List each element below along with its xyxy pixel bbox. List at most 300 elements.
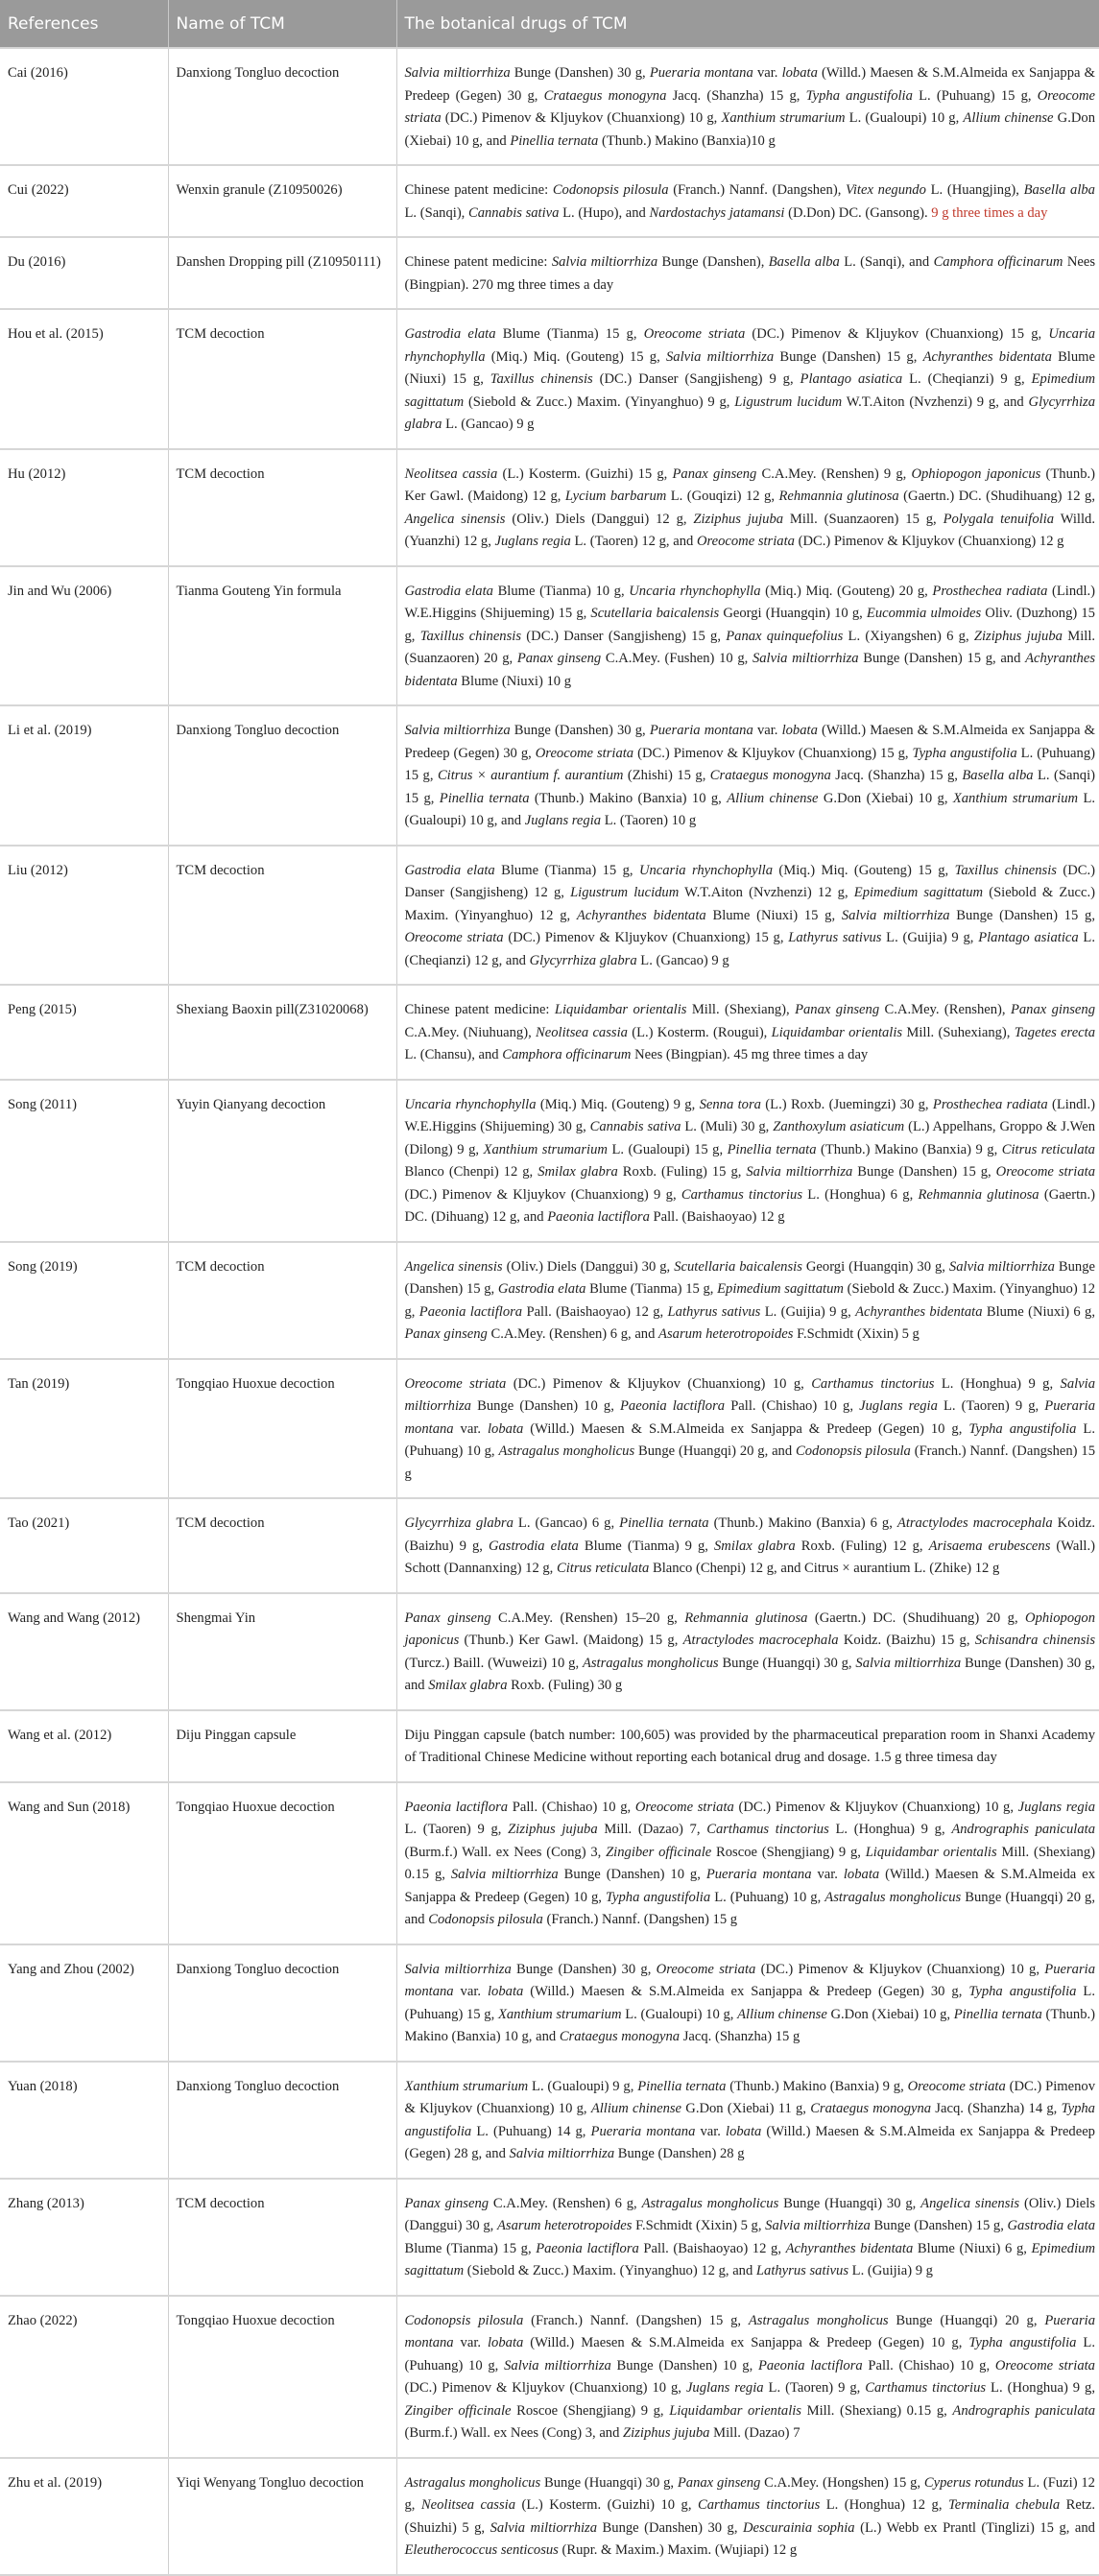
species-name: Liquidambar orientalis [669, 2402, 801, 2419]
drug-text: Diju Pinggan capsule (batch number: 100,605) was provided by the pharmaceutical preparation room in Shanxi Academy of Traditional Chinese Medicine without reporting each botanical drug and dosage. 1.5 g three timesa day [404, 1727, 1095, 1765]
reference-cell: Zhu et al. (2019) [0, 2458, 168, 2575]
species-name: Eucommia ulmoides [866, 606, 982, 621]
drug-text: var. [453, 1984, 488, 1999]
drug-text: L. (Gualoupi) 9 g, [528, 2078, 638, 2094]
drug-text: Bunge (Danshen) 28 g [614, 2146, 745, 2161]
drug-text: (L.) Appelhans, Groppo & J.Wen (Dilong) 9 g, [404, 1119, 1095, 1157]
drug-text: (DC.) Pimenov & Kljuykov (Chuanxiong) 10 g, [506, 1375, 812, 1392]
drug-text: L. (Cheqianzi) 9 g, [902, 371, 1032, 387]
species-name: Zanthoxylum asiaticum [773, 1119, 905, 1134]
drug-text: Roscoe (Shengjiang) 9 g, [511, 2402, 670, 2419]
species-name: Pinellia ternata [619, 1515, 709, 1531]
species-name: Ligustrum lucidum [734, 394, 843, 410]
highlighted-dosage: 9 g three times a day [931, 204, 1048, 221]
species-name: Paeonia lactiflora [418, 1303, 523, 1320]
species-name: Polygala tenuifolia [943, 511, 1055, 527]
table-row [0, 1498, 1099, 1593]
species-name: lobata [781, 65, 818, 81]
table-row [0, 2458, 1099, 2575]
drug-text: (Burm.f.) Wall. ex Nees (Cong) 3, and [404, 2425, 624, 2441]
drug-text: L. (Taoren) 12 g, and [570, 534, 697, 549]
drug-text: (Oliv.) Diels (Danggui) 30 g, [404, 2195, 1096, 2233]
species-name: Neolitsea cassia [536, 1024, 628, 1040]
species-name: Typha angustifolia [805, 87, 913, 104]
drug-text: (Miq.) Miq. (Gouteng) 15 g, [485, 348, 666, 365]
drug-text: F.Schmidt (Xixin) 5 g [793, 1326, 920, 1342]
species-name: Ziziphus jujuba [693, 511, 784, 527]
drug-text: Mill. (Suanzaoren) 15 g, [783, 511, 944, 527]
drug-text: L. (Muli) 30 g, [681, 1119, 774, 1134]
drug-text: (Oliv.) Diels (Danggui) 12 g, [505, 511, 694, 527]
header-botanical-drugs: The botanical drugs of TCM [396, 0, 1099, 48]
tcm-name-cell: TCM decoction [168, 2179, 396, 2296]
botanical-drugs-cell [396, 1498, 1099, 1593]
drug-text: Mill. (Dazao) 7 [709, 2425, 800, 2441]
drug-text: (DC.) Pimenov & Kljuykov (Chuanxiong) 12 g [794, 534, 1064, 549]
species-name: Paeonia lactiflora [547, 1209, 650, 1225]
drug-text: var. [453, 2335, 488, 2350]
drug-text: (Turcz.) Baill. (Wuweizi) 10 g, [404, 1655, 583, 1671]
species-name: Oreocome striata [404, 930, 504, 945]
drug-text: (Siebold & Zucc.) Maxim. (Yinyanghuo) 12 g, [404, 885, 1095, 923]
species-name: Oreocome striata [907, 2078, 1006, 2094]
drug-text: L. (Gancao) 9 g [636, 952, 729, 968]
species-name: Panax ginseng [404, 1326, 488, 1342]
species-name: Carthamus tinctorius [706, 1822, 829, 1837]
drug-text: (Oliv.) Diels (Danggui) 30 g, [502, 1258, 675, 1275]
drug-text: F.Schmidt (Xixin) 5 g, [632, 2218, 766, 2233]
botanical-drugs-cell [396, 165, 1099, 237]
drug-text: (Thunb.) Ker Gawl. (Maidong) 15 g, [459, 1633, 683, 1648]
table-row [0, 1710, 1099, 1782]
species-name: Codonopsis pilosula [796, 1443, 911, 1459]
table-row [0, 2296, 1099, 2458]
species-name: Pueraria montana [404, 1961, 1095, 1999]
drug-text: Bunge (Danshen) 15 g, [949, 907, 1095, 923]
drug-text: (Wall.) Schott (Dannanxing) 12 g, [404, 1538, 1095, 1576]
species-name: Xanthium strumarium [483, 1141, 608, 1157]
drug-text: (DC.) Danser (Sangjisheng) 15 g, [521, 628, 727, 644]
drug-text: Chinese patent medicine: [404, 182, 553, 198]
drug-text: L. (Xiyangshen) 6 g, [843, 628, 974, 644]
tcm-name-cell: Danxiong Tongluo decoction [168, 2062, 396, 2179]
drug-text: (DC.) Pimenov & Kljuykov (Chuanxiong) 15 g, [503, 930, 789, 945]
drug-text: Bunge (Danshen) 30 g, [511, 1961, 657, 1977]
drug-text: Blanco (Chenpi) 12 g, and Citrus × aurantium L. (Zhike) 12 g [649, 1561, 1000, 1576]
species-name: Oreocome striata [404, 87, 1095, 126]
species-name: Lathyrus sativus [788, 930, 882, 945]
drug-text: (Miq.) Miq. (Gouteng) 15 g, [773, 862, 955, 878]
botanical-drugs-cell [396, 2296, 1099, 2458]
species-name: Arisaema erubescens [928, 1538, 1051, 1554]
species-name: Pinellia ternata [510, 132, 599, 149]
reference-cell: Song (2011) [0, 1080, 168, 1242]
species-name: Panax ginseng [404, 1610, 491, 1626]
reference-cell: Yang and Zhou (2002) [0, 1944, 168, 2062]
tcm-name-cell: Tongqiao Huoxue decoction [168, 1782, 396, 1944]
species-name: Juglans regia [494, 534, 571, 549]
drug-text: Blume (Tianma) 10 g, [492, 583, 630, 599]
species-name: Cannabis sativa [467, 204, 560, 221]
drug-text: C.A.Mey. (Niuhuang), [404, 1024, 537, 1040]
drug-text: Mill. (Dazao) 7, [597, 1822, 707, 1837]
botanical-drugs-cell [396, 705, 1099, 846]
species-name: Pueraria montana [404, 1398, 1095, 1437]
drug-text: (L.) Kosterm. (Guizhi) 15 g, [497, 465, 673, 482]
species-name: Taxillus chinensis [954, 862, 1057, 878]
drug-text: Mill. (Suhexiang), [902, 1024, 1015, 1040]
reference-cell: Hou et al. (2015) [0, 309, 168, 449]
drug-text: Bunge (Danshen) 10 g, [610, 2357, 758, 2373]
table-row [0, 1359, 1099, 1499]
species-name: lobata [488, 2335, 524, 2350]
drug-text: Roscoe (Shengjiang) 9 g, [711, 1844, 866, 1860]
drug-text: (L.) Kosterm. (Guizhi) 10 g, [515, 2497, 698, 2513]
species-name: Taxillus chinensis [490, 371, 593, 387]
drug-text: (Siebold & Zucc.) Maxim. (Yinyanghuo) 12 g, and [464, 2263, 756, 2278]
table-row [0, 1080, 1099, 1242]
drug-text: (DC.) Pimenov & Kljuykov (Chuanxiong) 10 g, [733, 1799, 1018, 1815]
species-name: Achyranthes bidentata [404, 651, 1096, 689]
drug-text: L. (Honghua) 9 g, [986, 2380, 1095, 2396]
species-name: Oreocome striata [995, 1164, 1095, 1180]
species-name: Liquidambar orientalis [771, 1024, 903, 1040]
species-name: Salvia miltiorrhiza [450, 1867, 559, 1882]
drug-text: L. (Taoren) 9 g, [763, 2380, 866, 2396]
drug-text: (Zhishi) 15 g, [623, 768, 710, 783]
species-name: Xanthium strumarium [721, 110, 846, 126]
drug-text: Roxb. (Fuling) 15 g, [617, 1164, 747, 1180]
species-name: Carthamus tinctorius [811, 1375, 935, 1392]
drug-text: (Thunb.) Makino (Banxia) 9 g, [726, 2078, 908, 2094]
tcm-name-cell: TCM decoction [168, 1498, 396, 1593]
drug-text: C.A.Mey. (Hongshen) 15 g, [760, 2474, 924, 2491]
drug-text: C.A.Mey. (Renshen), [879, 1002, 1011, 1017]
species-name: Pinellia ternata [637, 2078, 727, 2094]
reference-cell: Song (2019) [0, 1242, 168, 1359]
drug-text: Jacq. (Shanzha) 15 g, [830, 768, 963, 783]
drug-text: (Gaertn.) DC. (Dihuang) 12 g, and [404, 1186, 1095, 1225]
species-name: Gastrodia elata [404, 862, 495, 878]
header-name-of-tcm: Name of TCM [168, 0, 396, 48]
tcm-name-cell: Shengmai Yin [168, 1593, 396, 1710]
species-name: Nardostachys jatamansi [649, 204, 785, 221]
species-name: Oreocome striata [994, 2357, 1095, 2373]
drug-text: Chinese patent medicine: [404, 254, 552, 270]
species-name: Allium chinense [737, 2006, 827, 2022]
table-row [0, 48, 1099, 165]
drug-text: L. (Chansu), and [404, 1047, 503, 1062]
species-name: Terminalia chebula [947, 2497, 1061, 2513]
species-name: Smilax glabra [428, 1678, 508, 1693]
reference-cell: Zhao (2022) [0, 2296, 168, 2458]
species-name: Salvia miltiorrhiza [841, 907, 950, 923]
species-name: Glycyrrhiza glabra [529, 952, 637, 968]
species-name: Codonopsis pilosula [404, 2312, 524, 2328]
species-name: Juglans regia [685, 2380, 764, 2396]
reference-cell: Yuan (2018) [0, 2062, 168, 2179]
species-name: Tagetes erecta [1014, 1024, 1096, 1040]
reference-cell: Zhang (2013) [0, 2179, 168, 2296]
drug-text: Bunge (Danshen) 10 g, [558, 1867, 706, 1882]
botanical-drugs-cell [396, 309, 1099, 449]
reference-cell: Li et al. (2019) [0, 705, 168, 846]
drug-text: (Siebold & Zucc.) Maxim. (Yinyanghuo) 9 g, [464, 394, 735, 410]
reference-cell: Cui (2022) [0, 165, 168, 237]
species-name: Oreocome striata [634, 1799, 734, 1815]
drug-text: Blanco (Chenpi) 12 g, [404, 1164, 538, 1180]
botanical-drugs-cell [396, 1782, 1099, 1944]
species-name: Angelica sinensis [920, 2195, 1020, 2211]
drug-text: Bunge (Danshen) 15 g, [870, 2218, 1008, 2233]
species-name: Crataegus monogyna [709, 768, 831, 783]
drug-text: C.A.Mey. (Renshen) 9 g, [756, 465, 912, 482]
drug-text: C.A.Mey. (Renshen) 6 g, [489, 2195, 642, 2211]
drug-text: (DC.) Pimenov & Kljuykov (Chuanxiong) 10 g, [404, 2078, 1095, 2116]
drug-text: Blume (Niuxi) 15 g, [705, 907, 842, 923]
species-name: Astragalus mongholicus [824, 1889, 962, 1905]
species-name: Cyperus rotundus [923, 2474, 1024, 2491]
drug-text: L. (Gouqizi) 12 g, [666, 489, 779, 504]
drug-text: L. (Puhuang) 15 g, [404, 1984, 1095, 2022]
species-name: Zingiber officinale [606, 1844, 712, 1860]
species-name: Epimedium sagittatum [404, 371, 1096, 410]
species-name: Achyranthes bidentata [922, 348, 1052, 365]
species-name: Plantago asiatica [800, 371, 903, 387]
drug-text: (Willd.) Maesen & S.M.Almeida ex Sanjappa & Predeep (Gegen) 10 g, [404, 1867, 1095, 1905]
species-name: Salvia miltiorrhiza [551, 254, 658, 270]
species-name: Lathyrus sativus [755, 2263, 849, 2278]
species-name: Panax ginseng [672, 465, 757, 482]
botanical-drugs-cell [396, 2458, 1099, 2575]
tcm-name-cell: Danxiong Tongluo decoction [168, 705, 396, 846]
reference-cell: Hu (2012) [0, 449, 168, 566]
species-name: Smilax glabra [538, 1164, 618, 1180]
species-name: Carthamus tinctorius [865, 2380, 987, 2396]
species-name: Paeonia lactiflora [620, 1398, 726, 1414]
species-name: Typha angustifolia [968, 1420, 1077, 1437]
tcm-name-cell: Danxiong Tongluo decoction [168, 1944, 396, 2062]
species-name: Rehmannia glutinosa [778, 489, 899, 504]
drug-text: (Lindl.) W.E.Higgins (Shijueming) 15 g, [404, 583, 1096, 621]
drug-text: L. (Fuzi) 12 g, [404, 2474, 1095, 2513]
species-name: Citrus reticulata [1001, 1141, 1095, 1157]
species-name: Xanthium strumarium [952, 790, 1079, 806]
drug-text: Oliv. (Duzhong) 15 g, [404, 606, 1095, 644]
drug-text: (Franch.) Nannf. (Dangshen) 15 g, [523, 2312, 749, 2328]
species-name: Oreocome striata [656, 1961, 756, 1977]
drug-text: Mill. (Shexiang) 0.15 g, [801, 2402, 953, 2419]
tcm-name-cell: TCM decoction [168, 1242, 396, 1359]
drug-text: var. [753, 723, 782, 738]
drug-text: var. [753, 65, 782, 81]
species-name: Andrographis paniculata [951, 1822, 1096, 1837]
drug-text: Willd. (Yuanzhi) 12 g, [404, 511, 1095, 549]
drug-text: Bunge (Danshen) 10 g, [470, 1398, 620, 1414]
drug-text: Mill. (Suanzaoren) 20 g, [404, 628, 1096, 666]
species-name: Astragalus mongholicus [498, 1443, 635, 1459]
species-name: Allium chinense [963, 110, 1054, 126]
species-name: Crataegus monogyna [543, 87, 667, 104]
species-name: lobata [726, 2123, 762, 2139]
drug-text: C.A.Mey. (Renshen) 6 g, and [487, 1326, 659, 1342]
drug-text: L. (Puhuang) 10 g, [710, 1889, 825, 1905]
species-name: Astragalus mongholicus [404, 2474, 541, 2491]
species-name: Basella alba [1023, 182, 1095, 198]
species-name: Andrographis paniculata [952, 2402, 1095, 2419]
drug-text: (DC.) Pimenov & Kljuykov (Chuanxiong) 10 g, [441, 110, 722, 126]
species-name: Codonopsis pilosula [428, 1912, 543, 1927]
drug-text: (Miq.) Miq. (Gouteng) 9 g, [536, 1096, 700, 1112]
drug-text: L. (Gualoupi) 15 g, [607, 1141, 728, 1157]
species-name: Pueraria montana [404, 2312, 1096, 2350]
drug-text: L. (Cheqianzi) 12 g, and [404, 930, 1095, 968]
species-name: Salvia miltiorrhiza [855, 1655, 962, 1671]
table-row [0, 846, 1099, 986]
reference-cell: Tan (2019) [0, 1359, 168, 1499]
species-name: Eleutherococcus senticosus [404, 2542, 559, 2558]
species-name: Gastrodia elata [404, 583, 493, 599]
species-name: Salvia miltiorrhiza [765, 2218, 871, 2233]
table-row [0, 1242, 1099, 1359]
species-name: Pinellia ternata [953, 2006, 1042, 2022]
drug-text: L. (Puhuang) 15 g, [404, 745, 1095, 783]
species-name: Angelica sinensis [404, 1258, 503, 1275]
species-name: Astragalus mongholicus [641, 2195, 779, 2211]
species-name: Liquidambar orientalis [554, 1002, 687, 1017]
drug-text: (Franch.) Nannf. (Dangshen) 15 g [542, 1912, 738, 1927]
drug-text: Pall. (Baishaoyao) 12 g, [522, 1303, 668, 1320]
species-name: Asarum heterotropoides [497, 2218, 633, 2233]
species-name: Lycium barbarum [564, 489, 667, 504]
species-name: Prosthechea radiata [932, 583, 1048, 599]
botanical-drugs-cell [396, 1359, 1099, 1499]
drug-text: Blume (Tianma) 15 g, [494, 862, 639, 878]
drug-text: Bunge (Danshen) 30 g, [510, 65, 650, 81]
botanical-drugs-cell [396, 1242, 1099, 1359]
species-name: Salvia miltiorrhiza [948, 1258, 1055, 1275]
reference-cell: Wang and Wang (2012) [0, 1593, 168, 1710]
species-name: Juglans regia [859, 1398, 938, 1414]
species-name: Achyranthes bidentata [785, 2240, 914, 2256]
species-name: Camphora officinarum [933, 254, 1063, 270]
species-name: Schisandra chinensis [974, 1633, 1096, 1648]
species-name: Juglans regia [1017, 1799, 1095, 1815]
species-name: Ziziphus jujuba [508, 1822, 598, 1837]
species-name: Basella alba [962, 768, 1034, 783]
species-name: Gastrodia elata [404, 326, 496, 342]
drug-text: Blume (Niuxi) 15 g, [404, 348, 1095, 387]
drug-text: Bunge (Danshen) 15 g, and [858, 651, 1026, 666]
species-name: Pueraria montana [590, 2123, 696, 2139]
table-row [0, 309, 1099, 449]
drug-text: Blume (Tianma) 9 g, [578, 1538, 714, 1554]
species-name: Atractylodes macrocephala [896, 1515, 1053, 1531]
tcm-name-cell: Wenxin granule (Z10950026) [168, 165, 396, 237]
drug-text: L. (Guijia) 9 g, [760, 1303, 856, 1320]
botanical-drugs-cell [396, 48, 1099, 165]
tcm-name-cell: Shexiang Baoxin pill(Z31020068) [168, 985, 396, 1080]
drug-text: Blume (Niuxi) 6 g, [913, 2240, 1032, 2256]
species-name: Prosthechea radiata [932, 1096, 1048, 1112]
species-name: Salvia miltiorrhiza [752, 651, 859, 666]
botanical-drugs-cell [396, 1710, 1099, 1782]
species-name: Panax ginseng [795, 1002, 880, 1017]
species-name: Salvia miltiorrhiza [665, 348, 775, 365]
drug-text: var. [811, 1867, 844, 1882]
species-name: Citrus reticulata [556, 1561, 650, 1576]
species-name: Ziziphus jujuba [623, 2425, 710, 2441]
species-name: Typha angustifolia [968, 2335, 1077, 2350]
drug-text: Georgi (Huangqin) 10 g, [719, 606, 867, 621]
species-name: Camphora officinarum [502, 1047, 632, 1062]
species-name: Taxillus chinensis [419, 628, 522, 644]
species-name: Salvia miltiorrhiza [504, 2357, 611, 2373]
drug-text: (Gaertn.) DC. (Shudihuang) 12 g, [898, 489, 1095, 504]
species-name: Cannabis sativa [589, 1119, 681, 1134]
drug-text: (Willd.) Maesen & S.M.Almeida ex Sanjappa & Predeep (Gegen) 10 g, [523, 1420, 969, 1437]
drug-text: (Willd.) Maesen & S.M.Almeida ex Sanjappa & Predeep (Gegen) 28 g, and [404, 2123, 1095, 2161]
drug-text: Bunge (Danshen) 30 g, [597, 2519, 743, 2536]
drug-text: (Thunb.) Makino (Banxia) 10 g, and [404, 2006, 1095, 2044]
species-name: Uncaria rhynchophylla [638, 862, 774, 878]
table-row [0, 1782, 1099, 1944]
species-name: Paeonia lactiflora [536, 2240, 639, 2256]
drug-text: Blume (Niuxi) 6 g, [982, 1303, 1096, 1320]
species-name: Salvia miltiorrhiza [746, 1164, 853, 1180]
tcm-name-cell: Danshen Dropping pill (Z10950111) [168, 237, 396, 309]
species-name: Uncaria rhynchophylla [404, 326, 1096, 365]
species-name: Pinellia ternata [439, 790, 530, 806]
species-name: Uncaria rhynchophylla [629, 583, 761, 599]
tcm-name-cell: TCM decoction [168, 309, 396, 449]
drug-text: Bunge (Huangqi) 20 g, and [634, 1443, 797, 1459]
species-name: Crataegus monogyna [559, 2029, 681, 2044]
tcm-name-cell: Tongqiao Huoxue decoction [168, 1359, 396, 1499]
drug-text: L. (Sanqi), and [839, 254, 934, 270]
tcm-name-cell: TCM decoction [168, 449, 396, 566]
drug-text: (DC.) Pimenov & Kljuykov (Chuanxiong) 9 g, [404, 1186, 681, 1203]
species-name: Oreocome striata [404, 1375, 507, 1392]
table-row [0, 566, 1099, 706]
drug-text: (DC.) Pimenov & Kljuykov (Chuanxiong) 10 g, [755, 1961, 1045, 1977]
drug-text: L. (Guijia) 9 g [848, 2263, 933, 2278]
species-name: Carthamus tinctorius [681, 1186, 803, 1203]
drug-text: L. (Hupo), and [559, 204, 650, 221]
species-name: Ziziphus jujuba [973, 628, 1063, 644]
species-name: Oreocome striata [643, 326, 746, 342]
drug-text: L. (Honghua) 9 g, [934, 1375, 1061, 1392]
species-name: Plantago asiatica [978, 930, 1079, 945]
drug-text: (Willd.) Maesen & S.M.Almeida ex Sanjappa & Predeep (Gegen) 10 g, [523, 2335, 969, 2350]
drug-text: (L.) Webb ex Prantl (Tinglizi) 15 g, and [854, 2519, 1095, 2536]
species-name: Salvia miltiorrhiza [490, 2519, 598, 2536]
drug-text: L. (Puhuang) 10 g, [404, 1420, 1095, 1459]
drug-text: Blume (Tianma) 15 g, [495, 326, 644, 342]
drug-text: Pall. (Chishao) 10 g, [725, 1398, 860, 1414]
species-name: lobata [488, 1984, 524, 1999]
species-name: Achyranthes bidentata [576, 907, 706, 923]
species-name: Vitex negundo [846, 182, 926, 198]
species-name: Salvia miltiorrhiza [404, 723, 511, 738]
drug-text: L. (Gualoupi) 10 g, [621, 2006, 738, 2022]
drug-text: Pall. (Chishao) 10 g, [862, 2357, 995, 2373]
drug-text: L. (Honghua) 12 g, [820, 2497, 948, 2513]
drug-text: Bunge (Huangqi) 30 g, [778, 2195, 921, 2211]
table-row [0, 2062, 1099, 2179]
drug-text: L. (Puhuang) 15 g, [912, 87, 1038, 104]
drug-text: Bunge (Huangqi) 20 g, [888, 2312, 1045, 2328]
